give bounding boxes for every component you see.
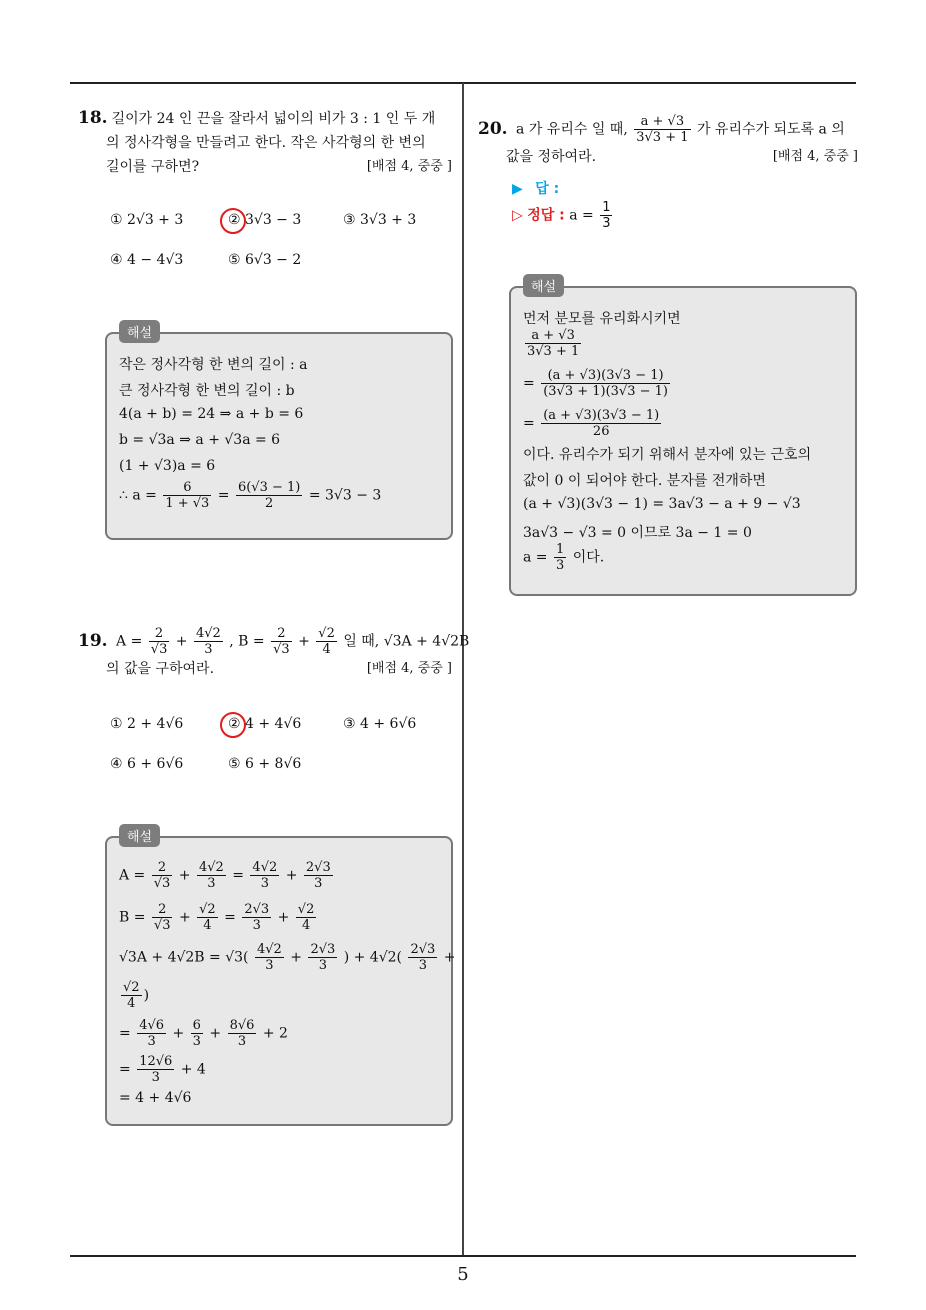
question-18-line2: 의 정사각형을 만들려고 한다. 작은 사각형의 한 변의 [106,135,426,151]
solution-line: 3a√3 − √3 = 0 이므로 3a − 1 = 0 [523,525,752,541]
choice-5[interactable]: ⑤ 6 + 8√6 [228,756,302,772]
question-number: 18. [78,108,108,128]
question-number: 20. [478,118,508,139]
solution-line: ∴ a = $\frac{6}{1 + √3}$ = $\frac{6(√3 - 1)}{2}$ = 3√3 − 3 [119,480,382,511]
solution-line: (a + √3)(3√3 − 1) = 3a√3 − a + 9 − √3 [523,496,801,512]
score-meta: [배점 4, 중중 ] [366,661,452,676]
choice-1[interactable]: ① 2√3 + 3 [110,212,184,228]
fraction: $\frac{6}{1 + √3}$ [165,480,210,511]
solution-line: $\frac{a + √3}{3√3 + 1}$ [527,328,580,359]
question-18-line3 [78,155,452,179]
solution-line: = $\frac{(a + √3)(3√3 - 1)}{(3√3 + 1)(3√3 - 1)}$ [523,368,668,399]
solution-box-19 [105,830,456,1126]
choice-3[interactable]: ③ 3√3 + 3 [343,212,417,228]
answer-row [512,178,559,198]
question-text: 길이가 24 인 끈을 잘라서 넓이의 비가 3 : 1 인 두 개 [111,111,436,127]
solution-line: = $\frac{(a + √3)(3√3 - 1)}{26}$ [523,408,660,439]
play-icon: ▶ [512,181,523,197]
solution-line: (1 + √3)a = 6 [119,458,216,474]
solution-line: b = √3a ⇒ a + √3a = 6 [119,432,281,448]
fraction: $\frac{6(√3 - 1)}{2}$ [237,480,301,511]
question-number: 19. [78,630,108,651]
choice-4[interactable]: ④ 6 + 6√6 [110,756,184,772]
question-18 [78,106,452,179]
solution-label: 해설 [119,824,160,847]
selected-answer-mark [220,712,246,738]
question-19-line1: 19. A = $\frac{2}{√3}$ + $\frac{4√2}{3}$ , B = $\frac{2}{√3}$ + $\frac{√2}{4}$ 일 때, √3A + 4√2B [78,626,470,657]
correct-answer-row: ▷ 정답 : a = $\frac{1}{3}$ [512,200,611,231]
fraction: $\frac{1}{3}$ [602,200,611,231]
question-text: 길이를 구하면? [106,159,200,175]
solution-line: B = $\frac{2}{√3}$ + $\frac{√2}{4}$ = $\frac{2√3}{3}$ + $\frac{√2}{4}$ [119,902,315,933]
solution-line: 작은 정사각형 한 변의 길이 : a [119,357,308,373]
solution-line: 큰 정사각형 한 변의 길이 : b [119,383,295,399]
solution-line: 4(a + b) = 24 ⇒ a + b = 6 [119,406,304,422]
outline-triangle-icon: ▷ [512,207,523,224]
solution-line: = $\frac{4√6}{3}$ + $\frac{6}{3}$ + $\frac{8√6}{3}$ + 2 [119,1018,288,1049]
choice-5[interactable]: ⑤ 6√3 − 2 [228,252,302,268]
question-19 [78,626,470,681]
choice-2[interactable]: ② 3√3 − 3 [228,212,302,228]
solution-label: 해설 [119,320,160,343]
solution-line: 값이 0 이 되어야 한다. 분자를 전개하면 [523,473,766,489]
solution-box-20 [509,280,857,596]
question-18-line1 [78,106,452,131]
correct-answer-label: 정답 : [527,207,565,224]
question-19-line2: 의 값을 구하여라. [배점 4, 중중 ] [78,657,452,681]
bottom-rule [70,1255,856,1257]
solution-line: $\frac{√2}{4}$ ) [123,980,150,1011]
solution-line: 이다. 유리수가 되기 위해서 분자에 있는 근호의 [523,447,812,463]
score-meta: [배점 4, 중중 ] [772,149,858,164]
solution-box-18 [105,326,453,540]
selected-answer-mark [220,208,246,234]
solution-line: √3A + 4√2B = √3( $\frac{4√2}{3}$ + $\frac{2√3}{3}$ ) + 4√2( $\frac{2√3}{3}$ + [119,942,456,973]
solution-line: = $\frac{12√6}{3}$ + 4 [119,1054,206,1085]
solution-line: A = $\frac{2}{√3}$ + $\frac{4√2}{3}$ = $\frac{4√2}{3}$ + $\frac{2√3}{3}$ [119,860,331,891]
question-20-line2: 값을 정하여라. [배점 4, 중중 ] [478,145,858,169]
page-number: 5 [457,1264,469,1285]
solution-label: 해설 [523,274,564,297]
column-divider [462,83,464,1257]
solution-line: a = $\frac{1}{3}$ 이다. [523,542,605,573]
choice-1[interactable]: ① 2 + 4√6 [110,716,184,732]
answer-label: 답 : [535,181,560,197]
solution-line: 먼저 분모를 유리화시키면 [523,311,681,327]
choice-4[interactable]: ④ 4 − 4√3 [110,252,184,268]
score-meta: [배점 4, 중중 ] [366,159,452,174]
choice-2[interactable]: ② 4 + 4√6 [228,716,302,732]
question-20-line1: 20. a 가 유리수 일 때, $\frac{a + √3}{3√3 + 1}$ 가 유리수가 되도록 a 의 [478,114,845,145]
choice-3[interactable]: ③ 4 + 6√6 [343,716,417,732]
question-20 [478,114,858,169]
solution-line: = 4 + 4√6 [119,1090,192,1106]
